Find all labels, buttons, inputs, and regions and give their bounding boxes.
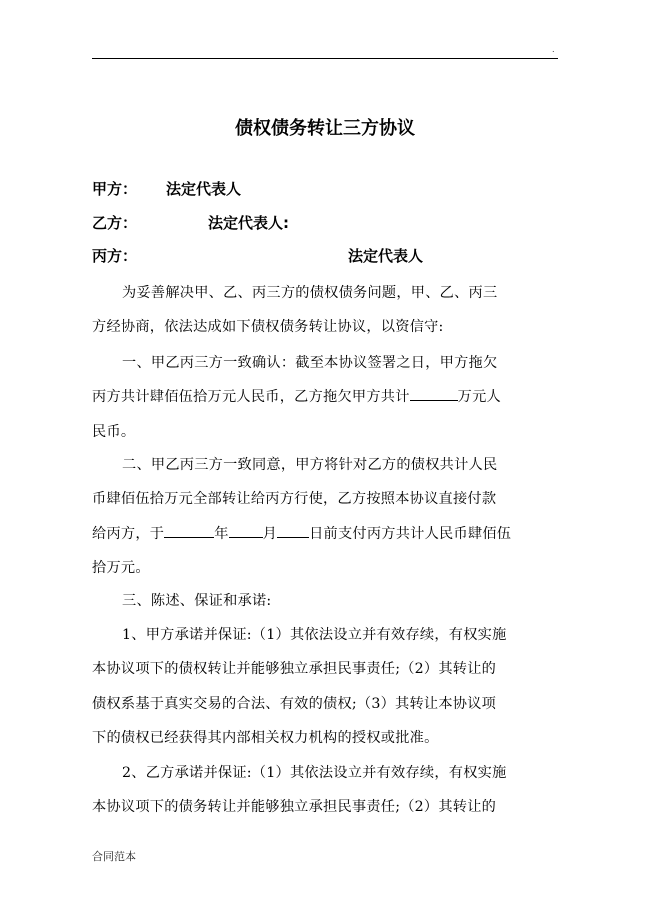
text-line: 一、甲乙丙三方一致确认：截至本协议签署之日，甲方拖欠 bbox=[122, 355, 498, 371]
text-line: 为妥善解决甲、乙、丙三方的债权债务问题，甲、乙、丙三 bbox=[122, 285, 498, 301]
text-line: 本协议项下的债权转让并能够独立承担民事责任;（2）其转让的 bbox=[92, 661, 497, 678]
party-yi-rep: 法定代表人: bbox=[208, 214, 289, 232]
intro-paragraph bbox=[92, 276, 558, 345]
document-title: 债权债务转让三方协议 bbox=[235, 118, 415, 139]
text-line: 本协议项下的债务转让并能够独立承担民事责任;（2）其转让的 bbox=[92, 799, 497, 816]
party-bing-rep: 法定代表人 bbox=[348, 247, 424, 265]
text-line: 2、乙方承诺并保证:（1）其依法设立并有效存续，有权实施 bbox=[122, 765, 507, 781]
header-rule bbox=[92, 58, 558, 59]
party-bing bbox=[92, 245, 424, 267]
amount-blank bbox=[410, 386, 458, 401]
text-line: 1、甲方承诺并保证:（1）其依法设立并有效存续，有权实施 bbox=[122, 627, 507, 643]
party-yi bbox=[92, 212, 289, 234]
party-jia-label: 甲方： bbox=[92, 180, 138, 198]
day-blank bbox=[277, 523, 309, 538]
text-line: 丙方共计肆佰伍拾万元人民币，乙方拖欠甲方共计 万元人 bbox=[92, 380, 558, 414]
text-line: 三、陈述、保证和承诺: bbox=[122, 593, 272, 609]
party-jia-rep: 法定代表人 bbox=[166, 180, 242, 198]
text-line: 下的债权已经获得其内部相关权力机构的授权或批准。 bbox=[92, 730, 439, 747]
text-line: 币肆佰伍拾万元全部转让给丙方行使，乙方按照本协议直接付款 bbox=[92, 491, 497, 508]
text-line: 民币。 bbox=[92, 423, 136, 440]
month-blank bbox=[229, 523, 263, 538]
text-line: 给丙方，于 年 月 日前支付丙方共计人民币肆佰伍 bbox=[92, 517, 558, 551]
party-jia bbox=[92, 178, 242, 200]
party-yi-label: 乙方： bbox=[92, 214, 138, 232]
text-line: 拾万元。 bbox=[92, 560, 150, 577]
clause-1-paragraph bbox=[92, 346, 558, 449]
clause-3-heading bbox=[92, 584, 558, 618]
clause-3-2-paragraph bbox=[92, 756, 558, 825]
text-line: 债权系基于真实交易的合法、有效的债权;（3）其转让本协议项 bbox=[92, 695, 497, 712]
page-footer: 合同范本 bbox=[92, 850, 136, 863]
clause-2-paragraph bbox=[92, 448, 558, 586]
text-line: 二、甲乙丙三方一致同意，甲方将针对乙方的债权共计人民 bbox=[122, 457, 498, 473]
clause-3-1-paragraph bbox=[92, 618, 558, 756]
text-line: 方经协商，依法达成如下债权债务转让协议，以资信守: bbox=[92, 319, 444, 336]
year-blank bbox=[164, 523, 214, 538]
header-mark: . bbox=[552, 45, 555, 54]
party-bing-label: 丙方： bbox=[92, 247, 138, 265]
